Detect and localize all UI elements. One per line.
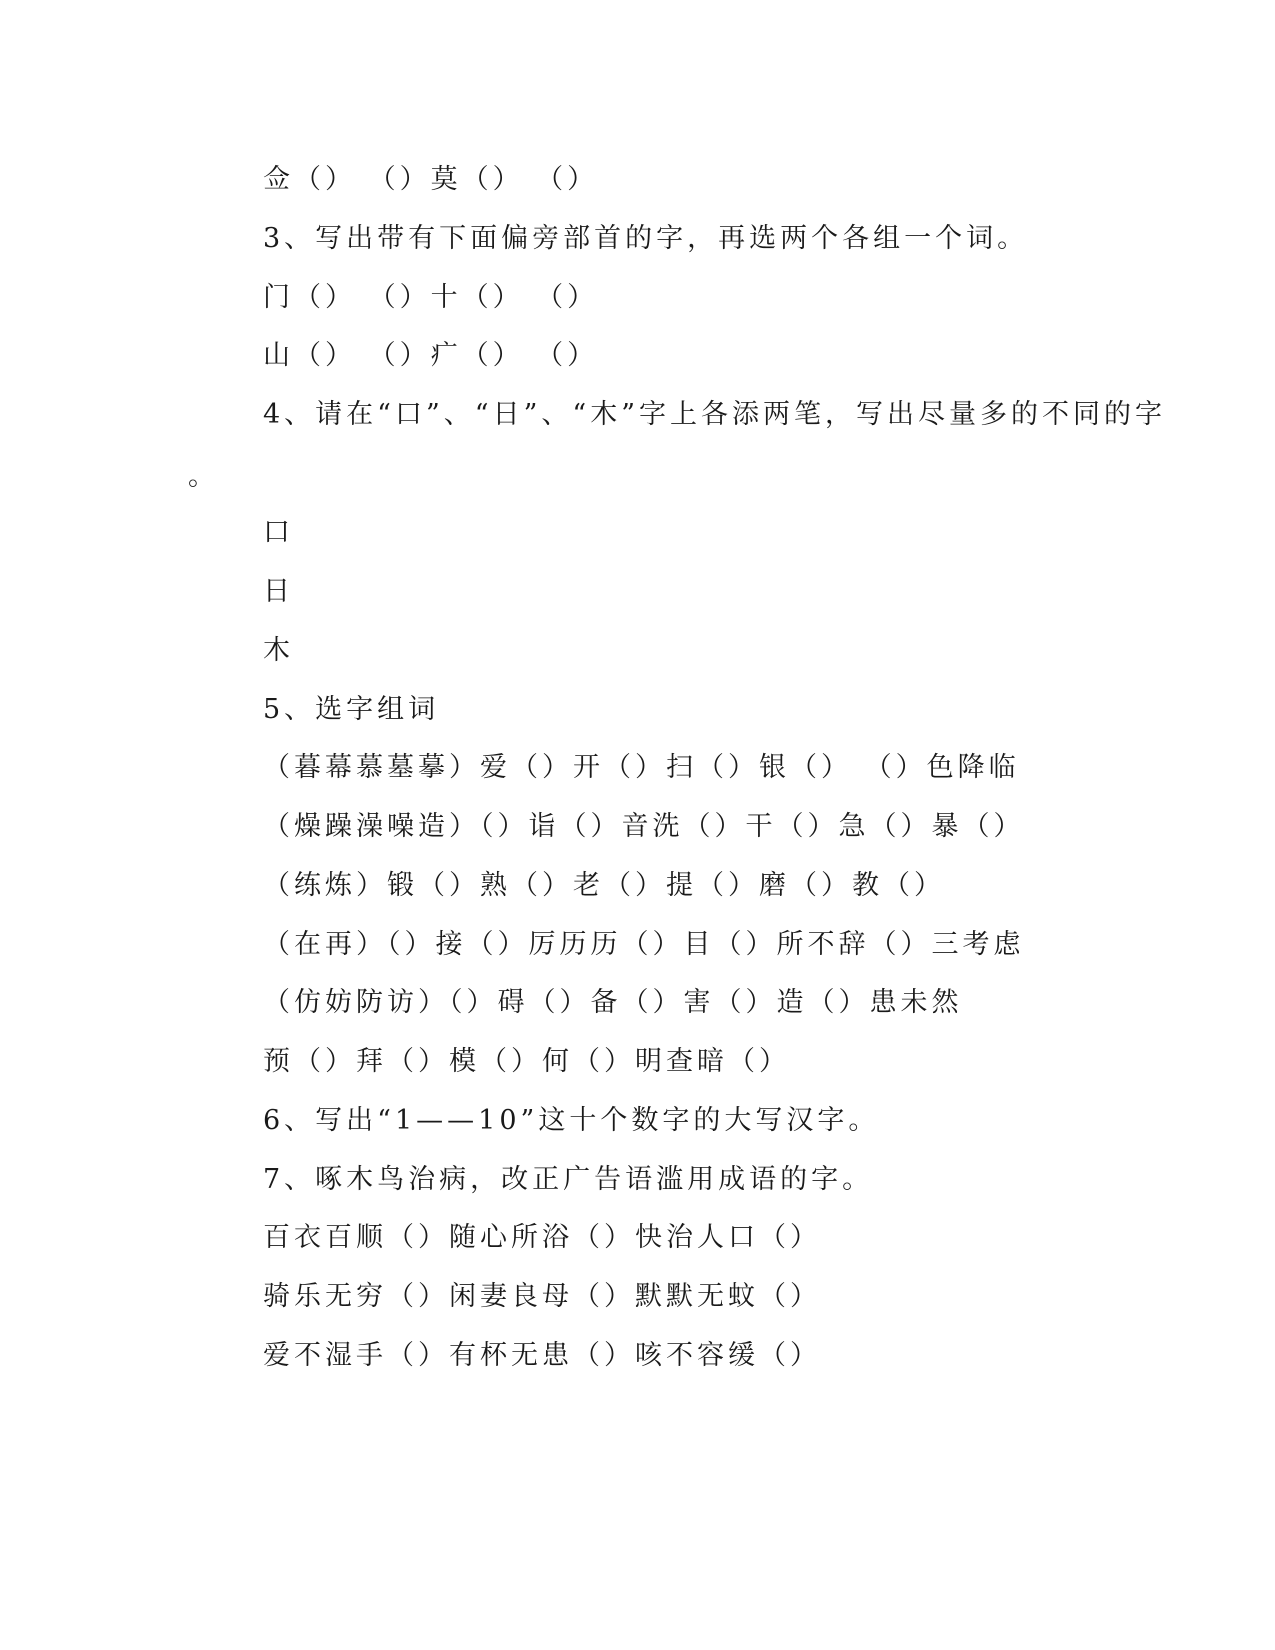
q7-line-2: 骑乐无穷（）闲妻良母（）默默无蚊（） — [263, 1281, 821, 1312]
q5-line-6: 预（）拜（）模（）何（）明查暗（） — [263, 1046, 790, 1077]
q3-line-shan: 山（） （）疒（） （） — [263, 340, 599, 371]
question-7-heading: 7、啄木鸟治病，改正广告语滥用成语的字。 — [263, 1164, 874, 1195]
question-4-heading-tail: 。 — [188, 461, 219, 492]
question-5-heading: 5、选字组词 — [263, 694, 440, 725]
q5-line-4: （在再）（）接（）厉历历（）目（）所不辞（）三考虑 — [263, 929, 1025, 960]
q5-line-1: （暮幕慕墓摹）爱（）开（）扫（）银（） （）色降临 — [263, 752, 1020, 783]
question-4-heading: 4、请在“口”、“日”、“木”字上各添两笔，写出尽量多的不同的字 — [263, 399, 1166, 430]
question-6-heading: 6、写出“1——10”这十个数字的大写汉字。 — [263, 1105, 880, 1136]
q2-continued-line: 佥（） （）莫（） （） — [263, 164, 599, 195]
q4-line-mu: 木 — [263, 635, 294, 666]
q4-line-kou: 口 — [263, 517, 294, 548]
q7-line-3: 爱不湿手（）有杯无患（）咳不容缓（） — [263, 1340, 821, 1371]
q4-line-ri: 日 — [263, 576, 294, 607]
question-3-heading: 3、写出带有下面偏旁部首的字，再选两个各组一个词。 — [263, 223, 1029, 254]
q5-line-5: （仿妨防访）（）碍（）备（）害（）造（）患未然 — [263, 987, 963, 1018]
q5-line-3: （练炼）锻（）熟（）老（）提（）磨（）教（） — [263, 870, 945, 901]
q7-line-1: 百衣百顺（）随心所浴（）快治人口（） — [263, 1222, 821, 1253]
q3-line-men: 门（） （）十（） （） — [263, 282, 599, 313]
q5-line-2: （燥躁澡噪造）（）诣（）音洗（）干（）急（）暴（） — [263, 811, 1025, 842]
